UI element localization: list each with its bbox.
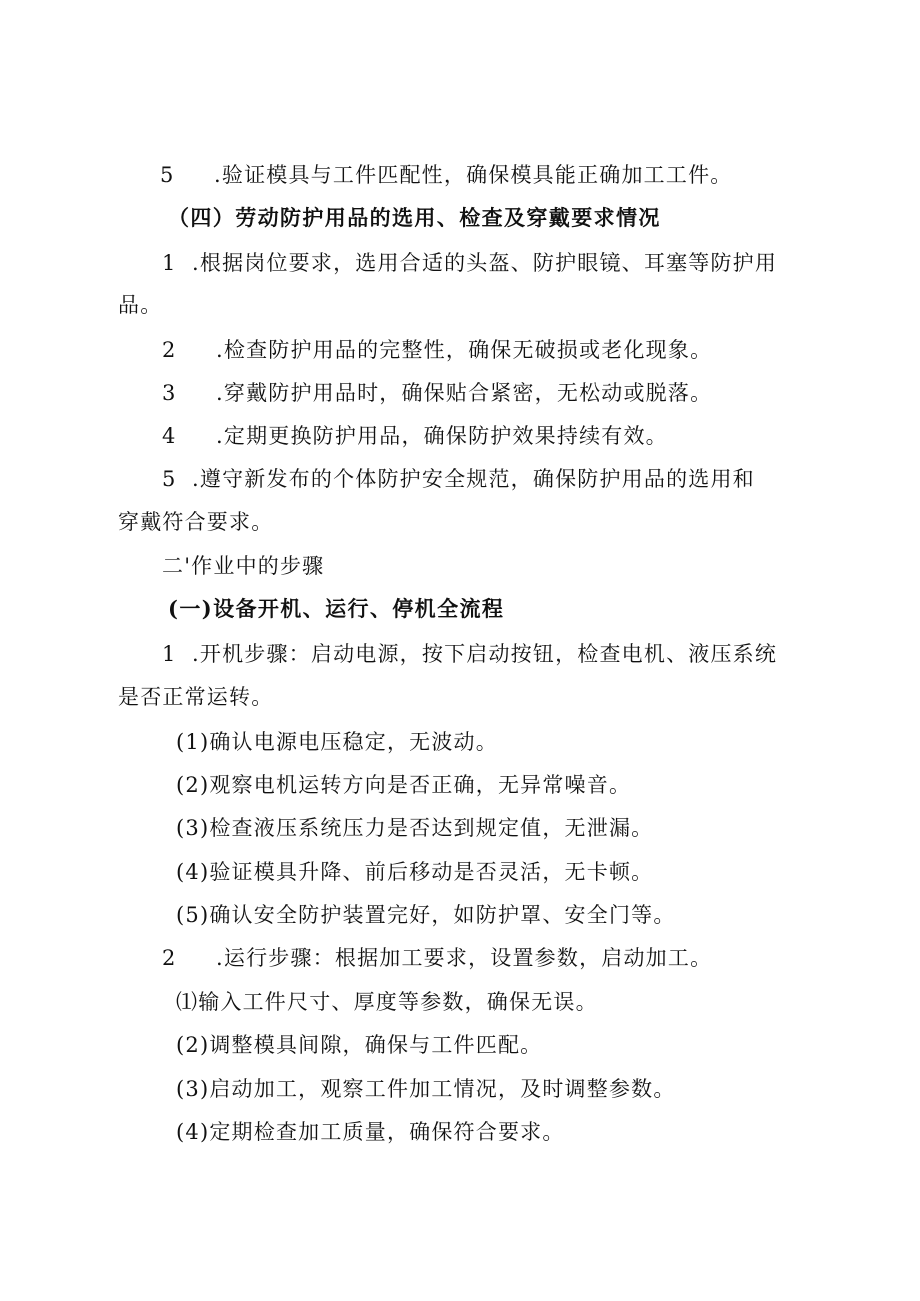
list-item <box>162 378 712 408</box>
sub-item: (3)启动加工，观察工件加工情况，及时调整参数。 <box>176 1077 676 1101</box>
item-text: .穿戴防护用品时，确保贴合紧密，无松动或脱落。 <box>216 381 713 405</box>
list-item-continuation: 是否正常运转。 <box>118 685 274 709</box>
item-number: 1 <box>162 251 177 275</box>
item-text: .检查防护用品的完整性，确保无破损或老化现象。 <box>216 338 713 362</box>
sub-item: (4)验证模具升降、前后移动是否灵活，无卡顿。 <box>176 860 654 884</box>
item-number: 1 <box>162 642 177 666</box>
sub-item: (5)确认安全防护装置完好，如防护罩、安全门等。 <box>176 903 676 927</box>
item-number: 5 <box>160 163 175 187</box>
sub-item: ⑴输入工件尺寸、厚度等参数，确保无误。 <box>176 990 598 1014</box>
sub-item: (3)检查液压系统压力是否达到规定值，无泄漏。 <box>176 816 654 840</box>
list-item-continuation: 穿戴符合要求。 <box>118 510 274 534</box>
list-item <box>162 943 712 973</box>
item-number: 3 <box>162 381 177 405</box>
item-text: .遵守新发布的个体防护安全规范，确保防护用品的选用和 <box>192 467 755 491</box>
item-text: .开机步骤：启动电源，按下启动按钮，检查电机、液压系统 <box>192 642 778 666</box>
section-heading: （四）劳动防护用品的选用、检查及穿戴要求情况 <box>168 205 661 230</box>
item-number: 2 <box>162 338 177 362</box>
list-item <box>160 160 732 190</box>
item-text: .定期更换防护用品，确保防护效果持续有效。 <box>216 424 668 448</box>
sub-item: (2)调整模具间隙，确保与工件匹配。 <box>176 1033 543 1057</box>
subsection-heading: (一)设备开机、运行、停机全流程 <box>168 596 505 621</box>
section-heading: 二'作业中的步骤 <box>162 554 325 578</box>
item-number: 4 <box>162 424 177 448</box>
item-number: 5 <box>162 467 177 491</box>
item-text: .运行步骤：根据加工要求，设置参数，启动加工。 <box>216 946 713 970</box>
list-item <box>162 421 668 451</box>
item-text: .根据岗位要求，选用合适的头盔、防护眼镜、耳塞等防护用 <box>192 251 778 275</box>
list-item <box>162 335 712 365</box>
sub-item: (2)观察电机运转方向是否正确，无异常噪音。 <box>176 773 632 797</box>
sub-item: (4)定期检查加工质量，确保符合要求。 <box>176 1120 565 1144</box>
list-item <box>162 464 755 494</box>
list-item <box>162 248 777 278</box>
list-item-continuation: 品。 <box>118 293 163 317</box>
list-item <box>162 639 777 669</box>
item-text: .验证模具与工件匹配性，确保模具能正确加工工件。 <box>214 163 733 187</box>
item-number: 2 <box>162 946 177 970</box>
sub-item: (1)确认电源电压稳定，无波动。 <box>176 730 498 754</box>
